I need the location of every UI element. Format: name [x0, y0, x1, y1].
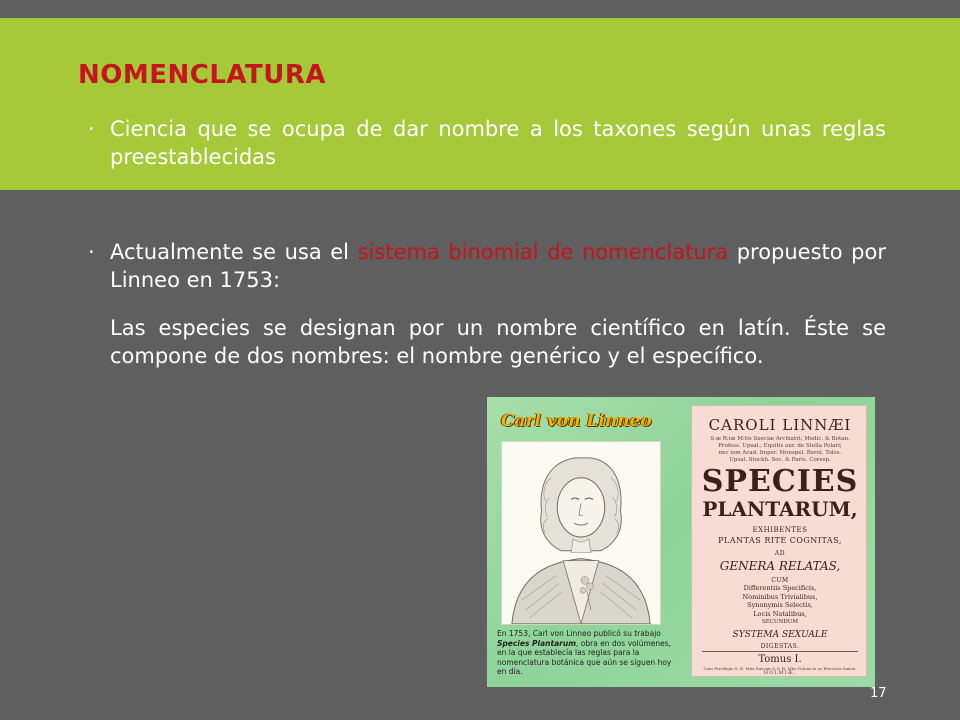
caption-italic-title: Species Plantarum [497, 638, 577, 648]
tp-list-item: Nominibus Trivialibus, [742, 592, 818, 601]
tp-rule [702, 651, 858, 652]
linnaeus-figure [487, 397, 875, 687]
species-plantarum-title-page [691, 405, 867, 677]
tp-species: SPECIES [701, 464, 859, 499]
figure-caption [497, 629, 677, 677]
tp-list-item: Differentiis Specificis, [743, 584, 817, 592]
tp-credential-line: nec non Acad. Imper. Monspel. Berol. Tolos. [718, 450, 842, 456]
binomial-highlight: sistema binomial de nomenclatura [357, 240, 729, 264]
tp-credential-line: S:æ R:iæ M:tis Sueciæ Archiatri; Medic. & Botan. [710, 436, 850, 442]
tp-credential-line: Upsal. Stockh. Soc. & Paris. Coresp. [729, 457, 831, 463]
tp-privilege: Cum Privilegio S. R. Mtis Sueciæ & S. R. Mtis Polonicæ ac Electoris Saxon. [703, 666, 857, 671]
tp-credential-line: Profess. Upsal.; Equitis aur. de Stella Polari; [718, 443, 842, 449]
bullet-binomial-system [110, 238, 886, 294]
tp-author: CAROLI LINNÆI [708, 416, 852, 434]
tp-cum: CUM [771, 577, 789, 584]
bullet-marker-1: · [88, 117, 95, 141]
species-paragraph: Las especies se designan por un nombre científico en latín. Éste se compone de dos nombres: el nombre genérico y el específico. [110, 316, 886, 368]
page-number: 17 [870, 686, 887, 701]
tp-list-item: Locis Natalibus, [753, 609, 807, 618]
tp-genera: GENERA RELATAS, [719, 559, 841, 573]
figure-label: Carl von Linneo [501, 411, 652, 431]
tp-systema: SYSTEMA SEXUALE [732, 630, 828, 640]
tp-tomus: Tomus I. [758, 654, 802, 665]
tp-list [692, 584, 868, 627]
portrait-engraving [502, 442, 660, 624]
tp-ad: AD [774, 550, 786, 557]
slide-title: NOMENCLATURA [78, 60, 326, 90]
tp-credentials [692, 436, 868, 464]
bullet2-text-start: Actualmente se usa el [110, 240, 358, 264]
caption-text-start: En 1753, Carl von Linneo publicó su trabajo [497, 629, 661, 638]
tp-plantas: PLANTAS RITE COGNITAS, [718, 536, 842, 545]
caption-text-end: , obra en dos volúmenes, en la que establecía las reglas para la nomenclatura botánica que aún se siguen hoy en día. [497, 638, 672, 677]
bullet-definition: Ciencia que se ocupa de dar nombre a los taxones según unas reglas preestablecidas [110, 117, 886, 169]
tp-list-item: Synonymis Selectis, [747, 601, 813, 609]
tp-plantarum: PLANTARUM, [702, 497, 858, 521]
linnaeus-portrait [501, 441, 661, 625]
bullet2-text-end: propuesto por Linneo en 1753: [110, 240, 886, 292]
tp-secundum: SECUNDUM [761, 619, 799, 625]
tp-digestas: DIGESTAS. [760, 643, 800, 650]
bullet-marker-2: · [88, 240, 95, 264]
tp-exhibentes: EXHIBENTES [752, 526, 808, 534]
tp-holmiae: HOLMIÆ, [763, 670, 797, 676]
